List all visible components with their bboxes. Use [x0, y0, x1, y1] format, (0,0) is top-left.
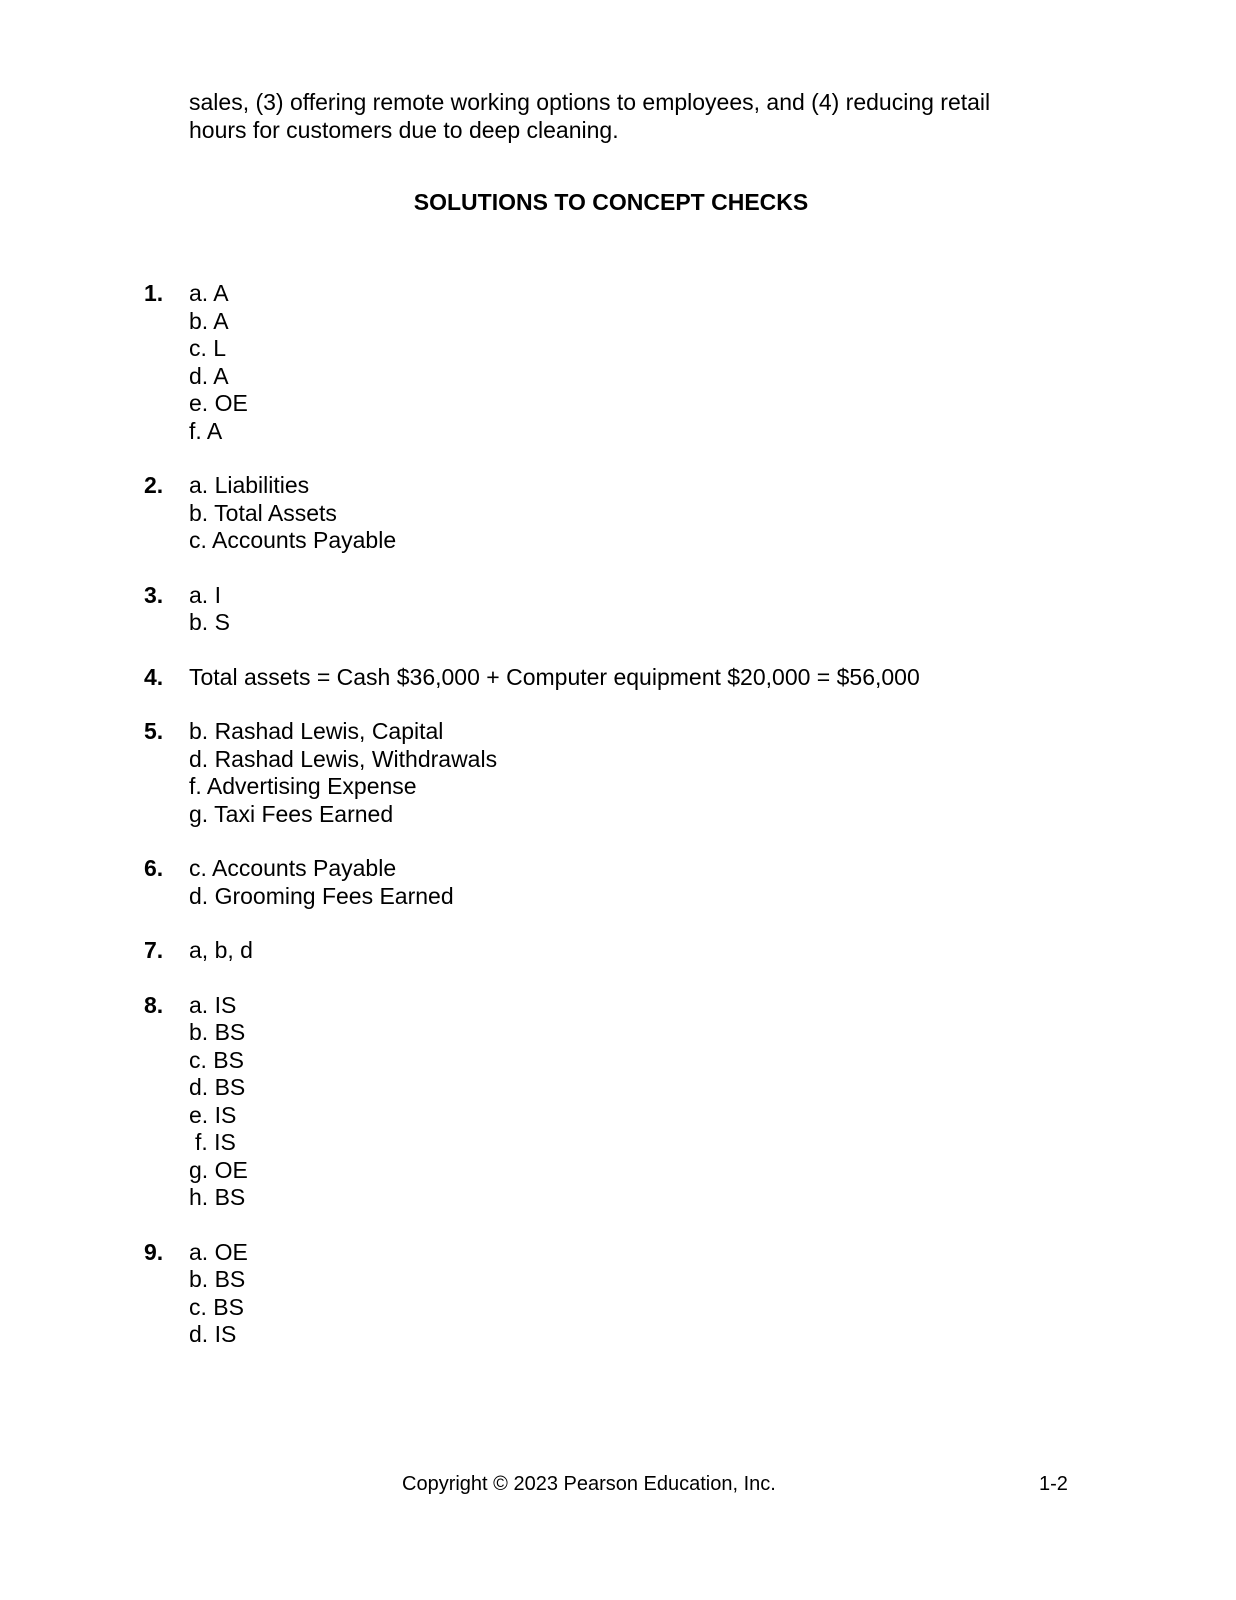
answer-line: c. L [189, 335, 227, 361]
answer-line: b. BS [189, 1266, 246, 1292]
answer-line: g. OE [189, 1156, 248, 1183]
answer-line: d. IS [189, 1321, 237, 1347]
answer-line: a, b, d [189, 937, 253, 963]
answer-lines [189, 472, 1236, 555]
answer-list [0, 280, 1236, 1376]
section-heading-text: SOLUTIONS TO CONCEPT CHECKS [413, 189, 809, 215]
answer-line: c. Accounts Payable [189, 855, 397, 881]
answer-lines [189, 280, 1236, 445]
question-number: 9. [144, 1238, 164, 1265]
question-number: 1. [144, 280, 164, 306]
answer-item-1 [0, 280, 1236, 445]
answer-item-5 [0, 718, 1236, 828]
answer-line: b. Rashad Lewis, Capital [189, 718, 444, 744]
answer-line: b. BS [189, 1019, 246, 1045]
answer-line: f. Advertising Expense [189, 773, 417, 799]
answer-lines [189, 937, 1236, 965]
answer-item-9 [0, 1239, 1236, 1349]
answer-line: b. Total Assets [189, 499, 337, 526]
answer-lines [189, 718, 1236, 828]
answer-line: c. BS [189, 1046, 244, 1073]
question-number: 4. [144, 663, 164, 690]
answer-item-6 [0, 855, 1236, 910]
question-number: 2. [144, 472, 164, 498]
answer-item-3 [0, 582, 1236, 637]
answer-line: Total assets = Cash $36,000 + Computer equipment $20,000 = $56,000 [189, 663, 920, 690]
answer-lines [189, 1239, 1236, 1349]
question-number: 3. [144, 581, 164, 608]
intro-paragraph [189, 89, 1069, 144]
answer-lines [189, 855, 1236, 910]
question-number: 6. [144, 855, 164, 881]
answer-line: a. A [189, 280, 229, 306]
answer-line: b. S [189, 609, 230, 635]
answer-line: g. Taxi Fees Earned [189, 800, 394, 827]
answer-line: f. A [189, 417, 223, 444]
question-number: 5. [144, 718, 164, 744]
answer-lines [189, 992, 1236, 1212]
answer-line: a. IS [189, 991, 237, 1018]
answer-line: a. OE [189, 1238, 248, 1265]
answer-lines [189, 582, 1236, 637]
question-number: 7. [144, 937, 164, 963]
answer-line: c. BS [189, 1293, 244, 1320]
answer-line: d. Grooming Fees Earned [189, 882, 454, 909]
page-number: 1-2 [1039, 1473, 1068, 1495]
answer-line: b. A [189, 307, 229, 334]
answer-item-7 [0, 937, 1236, 965]
intro-line: sales, (3) offering remote working options to employees, and (4) reducing retail [189, 89, 991, 115]
section-heading [0, 188, 1236, 216]
answer-line: a. I [189, 581, 221, 608]
intro-line: hours for customers due to deep cleaning. [189, 116, 619, 143]
answer-line: e. OE [189, 390, 248, 416]
answer-line: c. Accounts Payable [189, 527, 397, 553]
answer-item-2 [0, 472, 1236, 555]
answer-line: d. Rashad Lewis, Withdrawals [189, 745, 498, 772]
answer-line: f. IS [195, 1129, 236, 1155]
answer-line: a. Liabilities [189, 472, 310, 498]
question-number: 8. [144, 991, 164, 1018]
answer-line: d. BS [189, 1074, 246, 1100]
answer-line: e. IS [189, 1101, 237, 1128]
answer-line: d. A [189, 362, 229, 389]
answer-item-8 [0, 992, 1236, 1212]
copyright-notice: Copyright © 2023 Pearson Education, Inc. [402, 1473, 776, 1495]
answer-lines [189, 664, 1236, 692]
answer-item-4 [0, 664, 1236, 692]
answer-line: h. BS [189, 1184, 246, 1210]
